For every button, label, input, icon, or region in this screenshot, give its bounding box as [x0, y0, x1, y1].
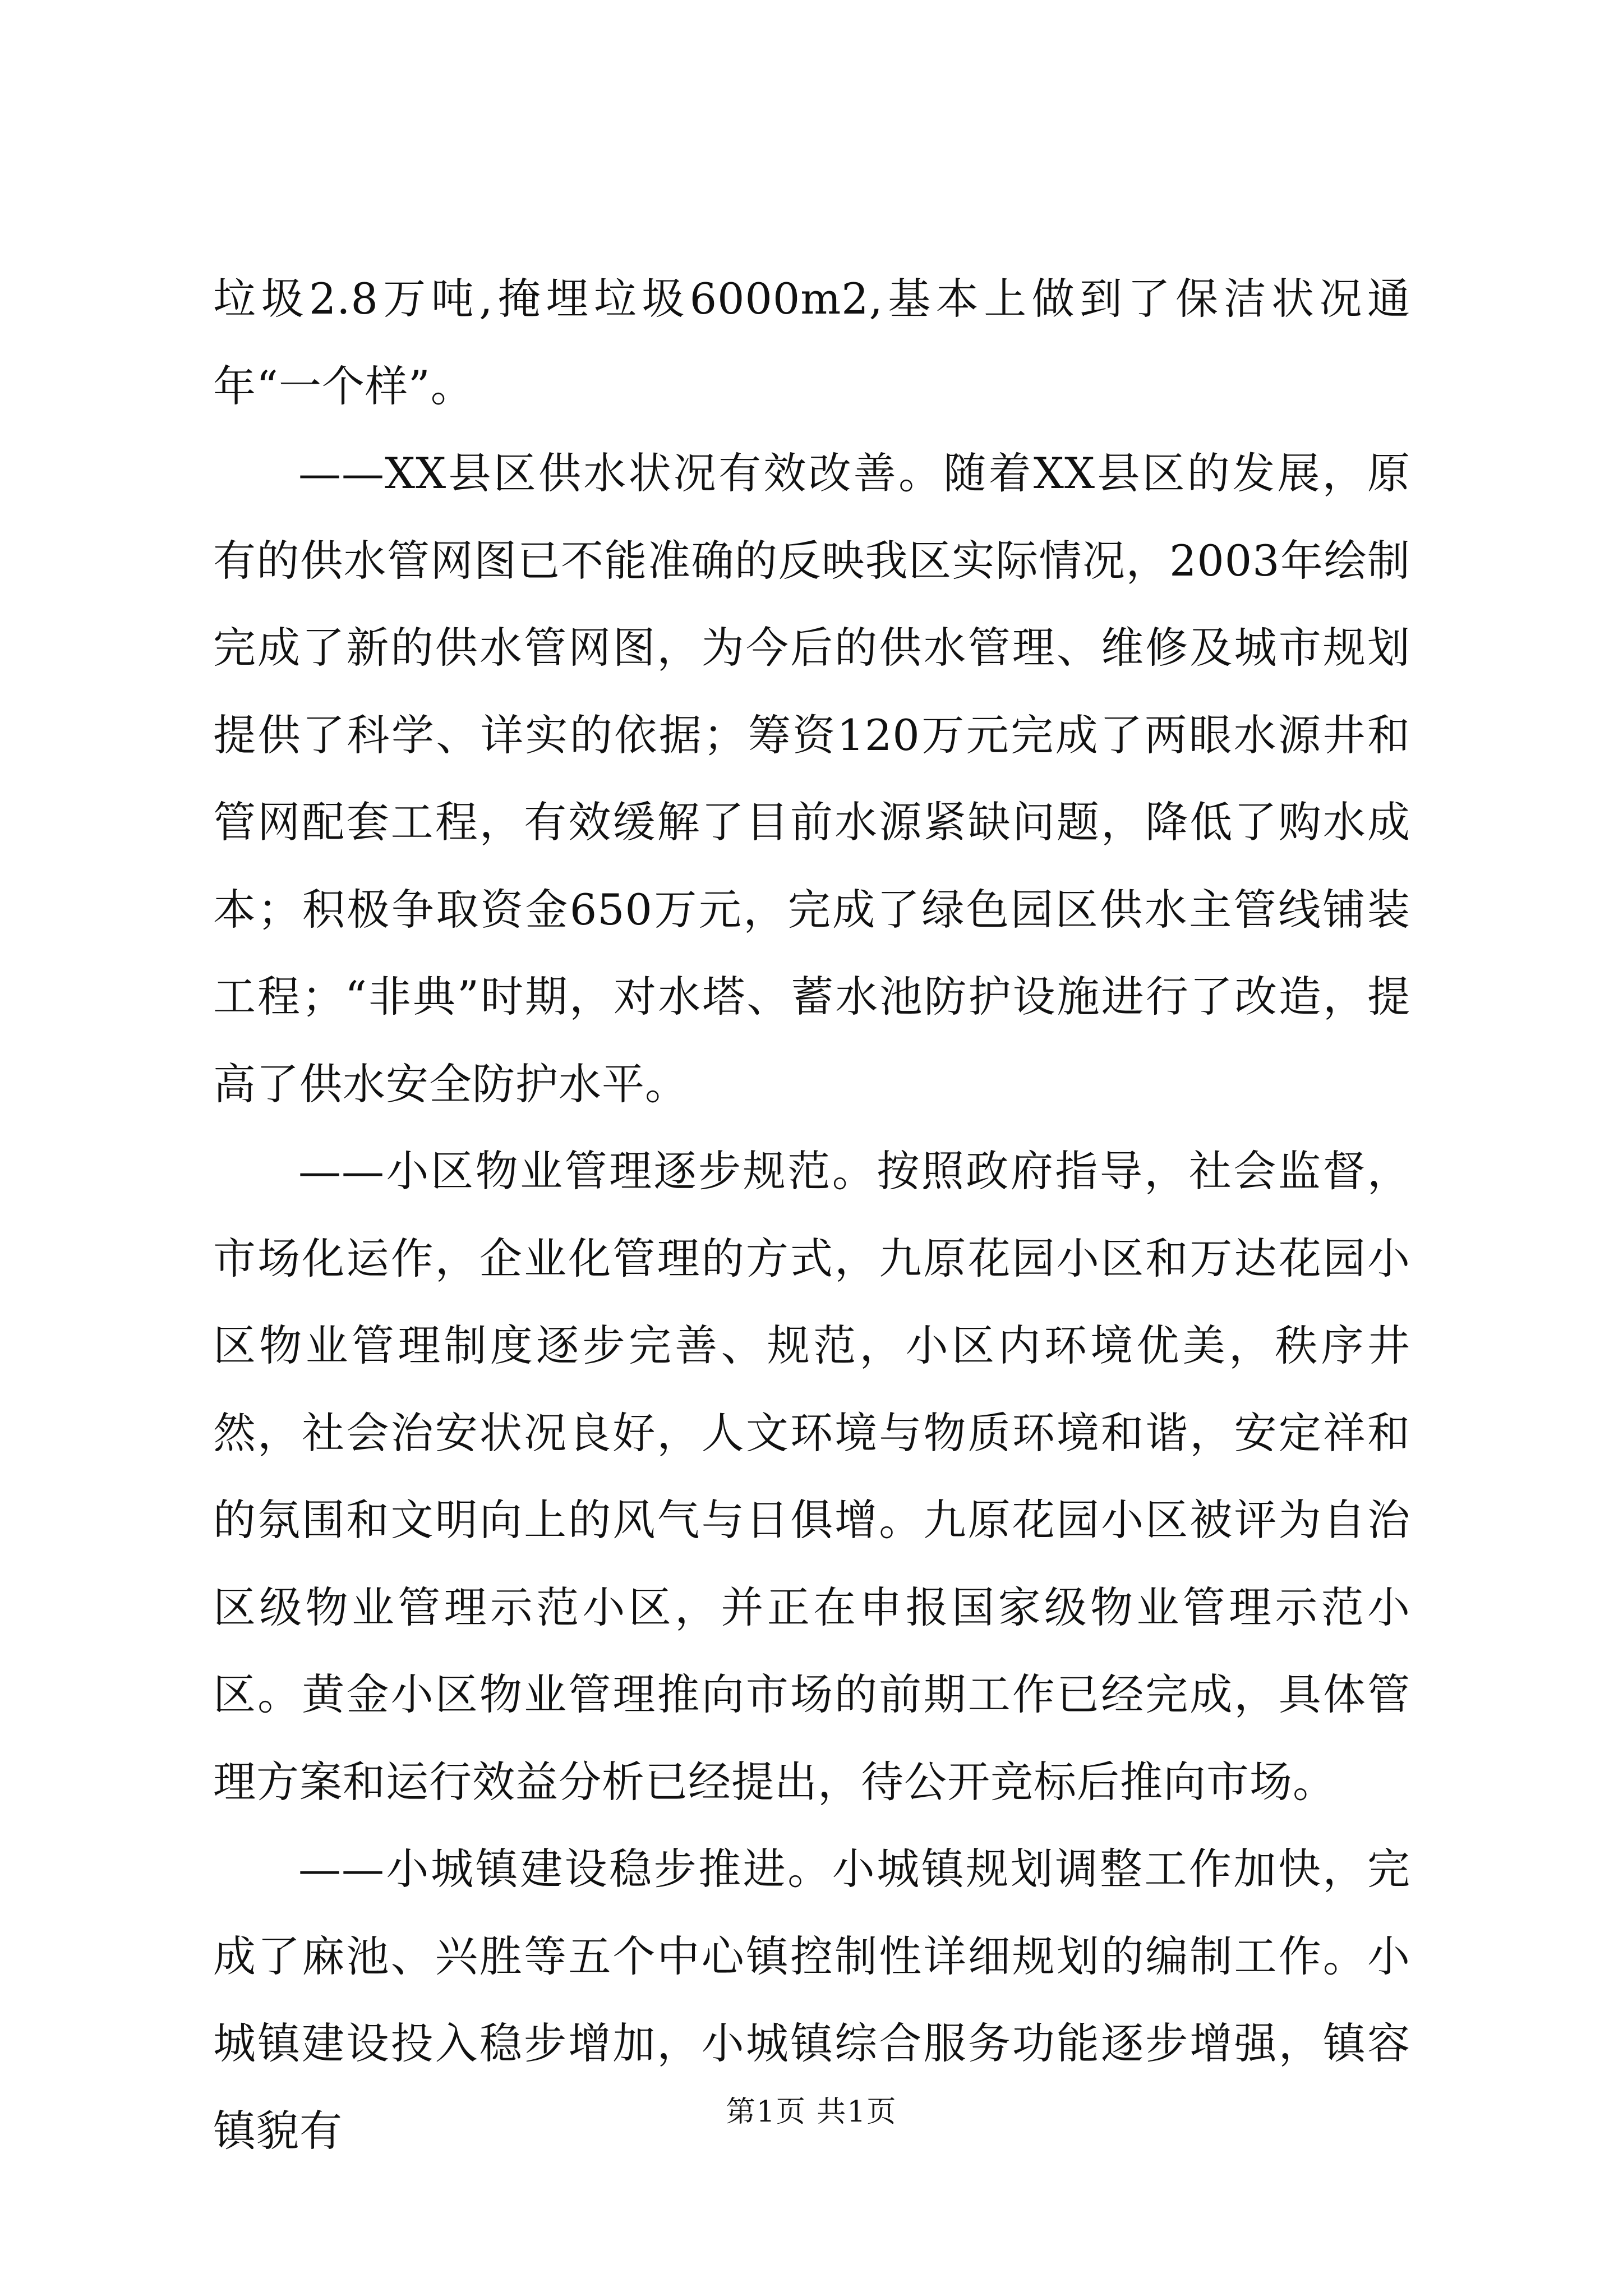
- paragraph-4-small-towns: ——小城镇建设稳步推进。小城镇规划调整工作加快，完成了麻池、兴胜等五个中心镇控制性详细规划的编制工作。小城镇建设投入稳步增加，小城镇综合服务功能逐步增强，镇容镇貌有: [213, 1844, 1410, 2156]
- paragraph-3-property-management: ——小区物业管理逐步规范。按照政府指导，社会监督，市场化运作，企业化管理的方式，九原花园小区和万达花园小区物业管理制度逐步完善、规范，小区内环境优美，秩序井然，社会治安状况良好，人文环境与物质环境和谐，安定祥和的氛围和文明向上的风气与日俱增。九原花园小区被评为自治区级物业管理示范小区，并正在申报国家级物业管理示范小区。黄金小区物业管理推向市场的前期工作已经完成，具体管理方案和运行效益分析已经提出，待公开竞标后推向市场。: [213, 1146, 1410, 1807]
- paragraph-2-water-supply: ——XX县区供水状况有效改善。随着XX县区的发展，原有的供水管网图已不能准确的反映我区实际情况，2003年绘制完成了新的供水管网图，为今后的供水管理、维修及城市规划提供了科学、详实的依据；筹资120万元完成了两眼水源井和管网配套工程，有效缓解了目前水源紧缺问题，降低了购水成本；积极争取资金650万元，完成了绿色园区供水主管线铺装工程；“非典”时期，对水塔、蓄水池防护设施进行了改造，提高了供水安全防护水平。: [213, 448, 1410, 1109]
- page-footer: 第1页 共1页: [726, 2095, 897, 2129]
- document-body: [213, 255, 1410, 2174]
- paragraph-1: 垃圾2.8万吨,掩埋垃圾6000m2,基本上做到了保洁状况通年“一个样”。: [213, 274, 1410, 411]
